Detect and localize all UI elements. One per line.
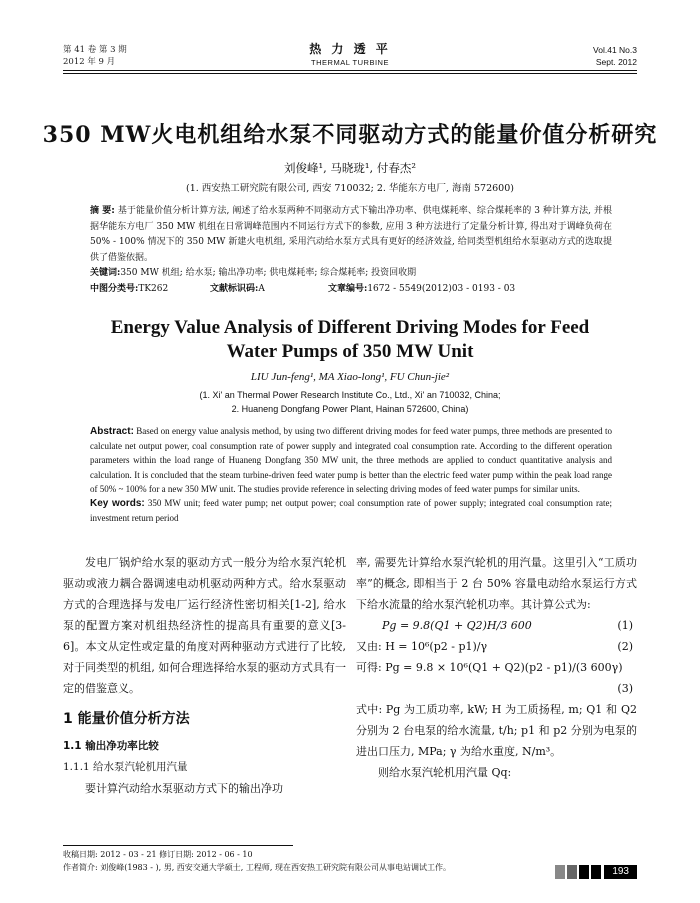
clc-value: TK262 (138, 284, 169, 294)
right-paragraph-3: 则给水泵汽轮机用汽量 Qq: (378, 766, 512, 779)
page-number: 193 (604, 865, 637, 879)
clc-label: 中图分类号: (90, 284, 139, 294)
page-number-bar (521, 865, 637, 879)
doc-code-label: 文献标识码: (210, 284, 259, 294)
page-marker-block (567, 865, 577, 879)
abstract-en-label: Abstract: (90, 426, 134, 437)
journal-name-en: THERMAL TURBINE (311, 58, 389, 67)
affiliation-en (0, 388, 700, 416)
section-1-1-1-paragraph: 要计算汽动给水泵驱动方式下的输出净功 (85, 782, 283, 795)
abstract-en (90, 424, 612, 525)
paper-title-cn: 350 MW火电机组给水泵不同驱动方式的能量价值分析研究 (42, 122, 658, 148)
affiliation-cn: (1. 西安热工研究院有限公司, 西安 710032; 2. 华能东方电厂, 海南 572600) (186, 183, 514, 194)
authors-en: LIU Jun-feng¹, MA Xiao-long¹, FU Chun-jie² (250, 371, 450, 383)
keywords-en-label: Key words: (90, 498, 145, 510)
equation-1-number: (1) (617, 619, 633, 632)
header-volume-en (593, 44, 637, 68)
article-no-label: 文章编号: (328, 284, 368, 294)
page-marker-block (591, 865, 601, 879)
equation-2-body: 又由: H = 10⁶(p2 - p1)/γ (356, 640, 488, 653)
abstract-en-text: Based on energy value analysis method, by using two different driving modes for feed water pumps, three methods are presented to calculate net output power, coal consumption rate of power supply and integrated coal consumption rate. According to the different operation parameters within the load range of Huaneng Dongfang 350 MW unit, the three methods are applied to conduct quantitative analysis and calculation. It is concluded that the steam turbine-driven feed water pump is better than the electric feed water pump within the peak load range of 50% ~ 100% for a new 350 MW unit. The studies provide reference in selecting driving modes of feed water pumps for similar units. (90, 426, 612, 494)
page-marker-block (579, 865, 589, 879)
affiliation-en-2: 2. Huaneng Dongfang Power Plant, Hainan 572600, China) (231, 404, 469, 414)
doc-code-value: A (258, 284, 265, 294)
abstract-cn (90, 204, 612, 266)
equation-2-number: (2) (617, 640, 633, 653)
body-left-column (63, 552, 346, 799)
equation-3-number-row (356, 678, 637, 699)
header-date-cn: 2012 年 9 月 (63, 57, 116, 67)
abstract-cn-label: 摘 要: (90, 206, 115, 216)
intro-paragraph: 发电厂锅炉给水泵的驱动方式一般分为给水泵汽轮机驱动或液力耦合器调速电动机驱动两种方式。给水泵驱动方式的合理选择与发电厂运行经济性密切相关[1-2], 给水泵的配置方案对机组热经济性的提高具有重要的意义[3-6]。本文从定性或定量的角度对两种驱动方式进行了比较, 对于同类型的机组, 如何合理选择给水泵的驱动方式具有一定的借鉴意义。 (63, 556, 346, 695)
footer-rule (63, 845, 293, 846)
footer-author-bio: 作者简介: 刘俊峰(1983 - ), 男, 西安交通大学硕士, 工程师, 现在西安热工研究院有限公司从事电站调试工作。 (63, 863, 451, 872)
equation-1-body: Pg = 9.8(Q1 + Q2)H/3 600 (382, 619, 532, 632)
equation-1 (356, 615, 637, 636)
right-paragraph-1: 率, 需要先计算给水泵汽轮机的用汽量。这里引入“工质功率”的概念, 即相当于 2 台 50% 容量电动给水泵运行方式下给水流量的给水泵汽轮机功率。其计算公式为: (356, 556, 637, 611)
body-right-column (356, 552, 637, 783)
keywords-cn (90, 266, 612, 281)
equation-3-body: 可得: Pg = 9.8 × 10⁶(Q1 + Q2)(p2 - p1)/(3 600γ) (356, 661, 623, 674)
abstract-cn-text: 基于能量价值分析计算方法, 阐述了给水泵两种不同驱动方式下输出净功率、供电煤耗率、综合煤耗率的 3 种计算方法, 并根据华能东方电厂 350 MW 机组在日常调峰范围内不同运行方式下的参数, 应用 3 种方法进行了定量分析计算, 得出对于调峰负荷在 50% - 100% 情况下的 350 MW 新建火电机组, 采用汽动给水泵方式具有更好的经济效益, 给同类型机组给水泵驱动方式的选取提供了借鉴依据。 (90, 206, 612, 263)
equation-3 (356, 657, 637, 678)
header-volume-cn: 第 41 卷 第 3 期 (63, 45, 127, 55)
section-1-1-1-heading: 1.1.1 给水泵汽轮机用汽量 (63, 761, 188, 773)
section-1-1-heading: 1.1 输出净功率比较 (63, 740, 159, 752)
header-rule (63, 70, 637, 71)
keywords-cn-label: 关键词: (90, 268, 121, 278)
keywords-cn-text: 350 MW 机组; 给水泵; 输出净功率; 供电煤耗率; 综合煤耗率; 投资回收期 (120, 268, 417, 278)
paper-title-en: Energy Value Analysis of Different Driving Modes for Feed Water Pumps of 350 MW Unit (110, 317, 590, 362)
keywords-en-text: 350 MW unit; feed water pump; net output power; coal consumption rate of power supply; integrated coal consumption rate; investment return period (90, 498, 612, 524)
article-no-value: 1672 - 5549(2012)03 - 0193 - 03 (367, 284, 516, 294)
authors-cn: 刘俊峰¹, 马晓珑¹, 付春杰² (284, 161, 416, 175)
header-rule-thin (63, 73, 637, 74)
affiliation-en-1: (1. Xi' an Thermal Power Research Institute Co., Ltd., Xi' an 710032, China; (199, 390, 501, 400)
equation-2 (356, 636, 637, 657)
page-marker-block (555, 865, 565, 879)
equation-3-number: (3) (617, 682, 633, 695)
section-1-heading: 1 能量价值分析方法 (63, 711, 190, 727)
footer-received: 收稿日期: 2012 - 03 - 21 修订日期: 2012 - 06 - 10 (63, 850, 253, 859)
right-paragraph-2: 式中: Pg 为工质功率, kW; H 为工质扬程, m; Q1 和 Q2 分别为 2 台电泵的给水流量, t/h; p1 和 p2 分别为电泵的进出口压力, MPa; γ 为给水重度, N/m³。 (356, 703, 637, 758)
header-vol-en: Vol.41 No.3 (593, 45, 637, 55)
journal-name-cn: 热 力 透 平 (309, 42, 391, 56)
header-date-en: Sept. 2012 (595, 57, 637, 67)
